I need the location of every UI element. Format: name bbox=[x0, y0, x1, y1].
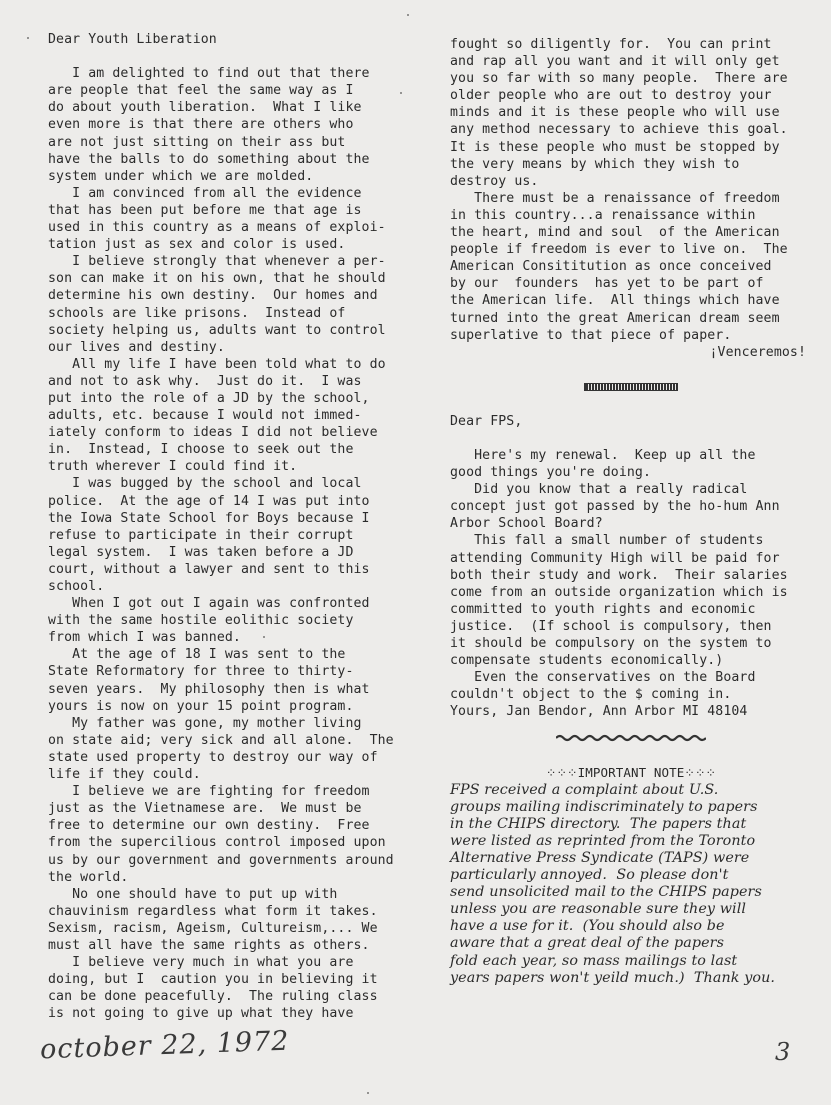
right-column bbox=[450, 36, 812, 987]
text-line: just as the Vietnamese are. We must be bbox=[48, 801, 362, 817]
text-line: in the CHIPS directory. The papers that bbox=[450, 815, 747, 832]
text-line: police. At the age of 14 I was put into bbox=[48, 493, 370, 509]
text-line: yours is now on your 15 point program. bbox=[48, 698, 354, 714]
text-line bbox=[450, 430, 812, 447]
text-line: No one should have to put up with bbox=[48, 886, 338, 902]
section-divider bbox=[584, 383, 678, 391]
text-line: State Reformatory for three to thirty- bbox=[48, 664, 354, 680]
text-line: school. bbox=[48, 579, 105, 594]
text-line: fold each year, so mass mailings to last bbox=[450, 952, 738, 969]
text-line: were listed as reprinted from the Toronto bbox=[450, 832, 756, 849]
fps-renewal-letter bbox=[450, 413, 812, 721]
text-line: chauvinism regardless what form it takes. bbox=[48, 903, 378, 919]
text-line: Even the conservatives on the Board bbox=[450, 670, 756, 686]
text-line: adults, etc. because I would not immed- bbox=[48, 408, 362, 424]
text-line: minds and it is these people who will use bbox=[450, 105, 780, 121]
text-line: superlative to that piece of paper. bbox=[450, 327, 732, 343]
text-line: iately conform to ideas I did not believe bbox=[48, 425, 378, 441]
text-line: us by our government and governments around bbox=[48, 852, 394, 868]
text-line: our lives and destiny. bbox=[48, 339, 225, 355]
text-line: the heart, mind and soul of the American bbox=[450, 225, 780, 241]
text-line: that has been put before me that age is bbox=[48, 202, 362, 218]
text-line: in this country...a renaissance within bbox=[450, 207, 756, 223]
text-line: destroy us. bbox=[450, 173, 539, 189]
text-line: Dear Youth Liberation bbox=[48, 32, 217, 47]
text-line: come from an outside organization which is bbox=[450, 584, 788, 600]
text-line: people if freedom is ever to live on. The bbox=[450, 242, 788, 258]
wavy-divider bbox=[556, 734, 706, 742]
text-line: Dear FPS, bbox=[450, 413, 523, 429]
paper-speck bbox=[367, 1092, 369, 1094]
youth-liberation-letter bbox=[48, 31, 420, 1022]
text-line: I believe strongly that whenever a per- bbox=[48, 254, 386, 270]
text-line: attending Community High will be paid for bbox=[450, 550, 780, 566]
text-line: put into the role of a JD by the school, bbox=[48, 390, 370, 406]
text-line: state used property to destroy our way of bbox=[48, 749, 378, 765]
text-line: years papers won't yeild much.) Thank you. bbox=[450, 969, 776, 986]
text-line: This fall a small number of students bbox=[450, 533, 764, 549]
text-line: both their study and work. Their salaries bbox=[450, 567, 788, 583]
text-line: determine his own destiny. Our homes and bbox=[48, 288, 378, 304]
text-line: by our founders has yet to be part of bbox=[450, 276, 764, 292]
text-line: are people that feel the same way as I bbox=[48, 83, 354, 99]
text-line: Arbor School Board? bbox=[450, 516, 603, 532]
text-line: the very means by which they wish to bbox=[450, 156, 740, 172]
text-line: on state aid; very sick and all alone. The bbox=[48, 732, 394, 748]
text-line: send unsolicited mail to the CHIPS papers bbox=[450, 884, 762, 901]
text-line: any method necessary to achieve this goal. bbox=[450, 122, 788, 138]
text-line: I am convinced from all the evidence bbox=[48, 185, 362, 201]
text-line: older people who are out to destroy your bbox=[450, 88, 772, 104]
handwritten-date: october 22, 1972 bbox=[39, 1025, 290, 1066]
text-line: couldn't object to the $ coming in. bbox=[450, 687, 732, 703]
text-line: have a use for it. (You should also be bbox=[450, 918, 725, 935]
text-line: can be done peacefully. The ruling class bbox=[48, 989, 378, 1005]
text-line: Alternative Press Syndicate (TAPS) were bbox=[450, 849, 750, 866]
paper-speck bbox=[27, 37, 29, 39]
text-line: free to determine our own destiny. Free bbox=[48, 818, 370, 834]
text-line: is not going to give up what they have bbox=[48, 1006, 354, 1022]
text-line: used in this country as a means of exploi- bbox=[48, 220, 386, 236]
text-line: unless you are reasonable sure they will bbox=[450, 901, 747, 918]
text-line: must all have the same rights as others. bbox=[48, 937, 370, 953]
letter-continuation bbox=[450, 36, 812, 344]
text-line: son can make it on his own, that he should bbox=[48, 271, 386, 287]
text-line: particularly annoyed. So please don't bbox=[450, 867, 729, 884]
text-line: Sexism, racism, Ageism, Cultureism,... We bbox=[48, 920, 378, 936]
text-line: I believe very much in what you are bbox=[48, 955, 354, 971]
text-line: schools are like prisons. Instead of bbox=[48, 305, 346, 321]
text-line: society helping us, adults want to control bbox=[48, 322, 386, 338]
text-line: with the same hostile eolithic society bbox=[48, 613, 354, 629]
text-line: American Consititution as once conceived bbox=[450, 259, 772, 275]
text-line: When I got out I again was confronted bbox=[48, 596, 370, 612]
paper-speck bbox=[400, 92, 402, 94]
text-line: groups mailing indiscriminately to papers bbox=[450, 798, 758, 815]
text-line bbox=[48, 48, 420, 65]
text-line: you so far with so many people. There are bbox=[450, 71, 788, 87]
text-line: turned into the great American dream seem bbox=[450, 310, 780, 326]
text-line: and not to ask why. Just do it. I was bbox=[48, 373, 362, 389]
text-line: legal system. I was taken before a JD bbox=[48, 544, 354, 560]
text-line: aware that a great deal of the papers bbox=[450, 935, 725, 952]
text-line: from the supercilious control imposed upon bbox=[48, 835, 386, 851]
text-line: I was bugged by the school and local bbox=[48, 476, 362, 492]
text-line: court, without a lawyer and sent to this bbox=[48, 561, 370, 577]
text-line: do about youth liberation. What I like bbox=[48, 100, 362, 116]
text-line: I am delighted to find out that there bbox=[48, 66, 370, 82]
text-line: in. Instead, I choose to seek out the bbox=[48, 442, 354, 458]
text-line: At the age of 18 I was sent to the bbox=[48, 647, 346, 663]
text-line: Here's my renewal. Keep up all the bbox=[450, 447, 756, 463]
text-line: system under which we are molded. bbox=[48, 168, 314, 184]
text-line: FPS received a complaint about U.S. bbox=[450, 781, 719, 798]
text-line: concept just got passed by the ho-hum Ann bbox=[450, 499, 780, 515]
text-line: truth wherever I could find it. bbox=[48, 459, 298, 475]
text-line: committed to youth rights and economic bbox=[450, 601, 756, 617]
paper-speck bbox=[407, 14, 409, 16]
important-note-title: ⁘⁘⁘IMPORTANT NOTE⁘⁘⁘ bbox=[545, 765, 717, 781]
text-line: seven years. My philosophy then is what bbox=[48, 681, 370, 697]
text-line: It is these people who must be stopped by bbox=[450, 139, 780, 155]
text-line: the Iowa State School for Boys because I bbox=[48, 510, 370, 526]
text-line: refuse to participate in their corrupt bbox=[48, 527, 354, 543]
paper-speck bbox=[263, 636, 265, 638]
text-line: the world. bbox=[48, 869, 129, 885]
text-line: Yours, Jan Bendor, Ann Arbor MI 48104 bbox=[450, 704, 748, 720]
text-line: I believe we are fighting for freedom bbox=[48, 784, 370, 800]
text-line: have the balls to do something about the bbox=[48, 151, 370, 167]
text-line: doing, but I caution you in believing it bbox=[48, 972, 378, 988]
text-line: justice. (If school is compulsory, then bbox=[450, 618, 772, 634]
text-line: life if they could. bbox=[48, 767, 201, 783]
important-note-body bbox=[450, 782, 812, 987]
text-line: Did you know that a really radical bbox=[450, 482, 748, 498]
text-line: and rap all you want and it will only get bbox=[450, 54, 780, 70]
text-line: the American life. All things which have bbox=[450, 293, 780, 309]
text-line: There must be a renaissance of freedom bbox=[450, 190, 780, 206]
text-line: My father was gone, my mother living bbox=[48, 715, 362, 731]
page-number: 3 bbox=[775, 1038, 791, 1066]
text-line: even more is that there are others who bbox=[48, 117, 354, 133]
text-line: are not just sitting on their ass but bbox=[48, 134, 346, 150]
text-line: it should be compulsory on the system to bbox=[450, 636, 772, 651]
text-line: tation just as sex and color is used. bbox=[48, 237, 346, 253]
text-line: good things you're doing. bbox=[450, 465, 651, 481]
text-line: fought so diligently for. You can print bbox=[450, 37, 772, 52]
text-line: All my life I have been told what to do bbox=[48, 356, 386, 372]
venceremos-signoff: ¡Venceremos! bbox=[709, 344, 806, 360]
text-line: from which I was banned. bbox=[48, 630, 241, 646]
text-line: compensate students economically.) bbox=[450, 653, 724, 669]
